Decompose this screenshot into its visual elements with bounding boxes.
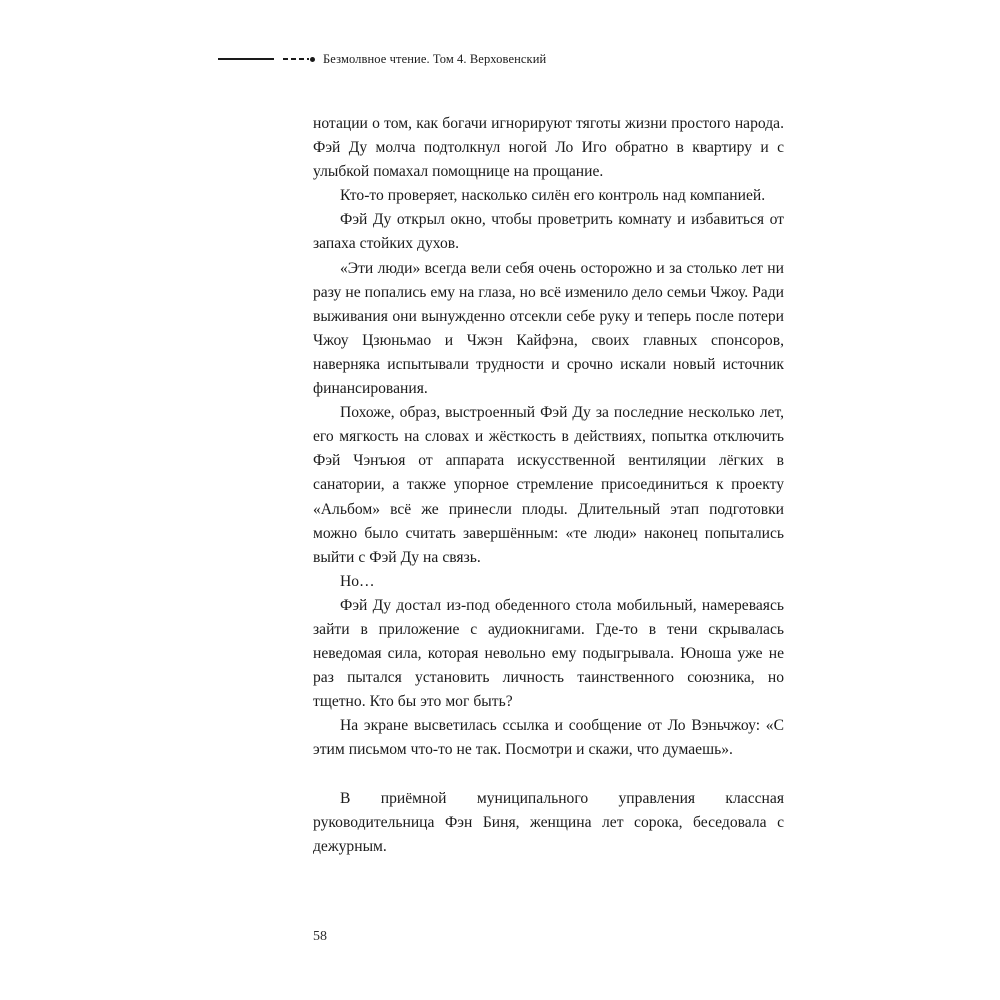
paragraph: «Эти люди» всегда вели себя очень осторожно и за столько лет ни разу не попались ему на глаза, но всё изменило дело семьи Чжоу. Ради выживания они вынужденно отсекли себе руку и теперь после потери Чжоу Цзюньмао и Чжэн Кайфэна, своих главных спонсоров, наверняка испытывали трудности и срочно искали новый источник финансирования. [313,259,784,398]
paragraph: Фэй Ду достал из-под обеденного стола мобильный, намереваясь зайти в приложение с аудиокнигами. Где-то в тени скрывалась неведомая сила, которая невольно ему подыгрывала. Юноша уже не раз пытался установить личность таинственного союзника, но тщетно. Кто бы это мог быть? [313,596,784,711]
page-number: 58 [313,929,327,944]
ornament-dashed-rule [283,58,309,60]
rule-dash-dot-ornament-icon [218,53,315,65]
paragraph: В приёмной муниципального управления классная руководительница Фэн Биня, женщина лет сорока, беседовала с дежурным. [313,789,784,855]
ornament-solid-rule [218,58,274,60]
paragraph: Но… [340,572,375,590]
paragraph: На экране высветилась ссылка и сообщение от Ло Вэньчжоу: «С этим письмом что-то не так. Посмотри и скажи, что думаешь». [313,717,784,759]
paragraph: Фэй Ду открыл окно, чтобы проветрить комнату и избавиться от запаха стойких духов. [313,211,784,253]
running-head [218,48,818,70]
paragraph: Похоже, образ, выстроенный Фэй Ду за последние несколько лет, его мягкость на словах и жёсткость в действиях, попытка отключить Фэй Чэнъюя от аппарата искусственной вентиляции лёгких в санатории, а также упорное стремление присоединиться к проекту «Альбом» всё же принесли плоды. Длительный этап подготовки можно было считать завершённым: «те люди» наконец попытались выйти с Фэй Ду на связь. [313,404,784,566]
paragraph: Кто-то проверяет, насколько силён его контроль над компанией. [340,187,766,205]
ornament-dot-icon [310,57,315,62]
paragraph: нотации о том, как богачи игнорируют тяготы жизни простого народа. Фэй Ду молча подтолкнул ногой Ло Иго обратно в квартиру и с улыбкой помахал помощнице на прощание. [313,115,784,181]
body-text-block [313,112,784,859]
ornament-gap [274,59,283,60]
running-head-title: Безмолвное чтение. Том 4. Верховенский [323,51,547,66]
